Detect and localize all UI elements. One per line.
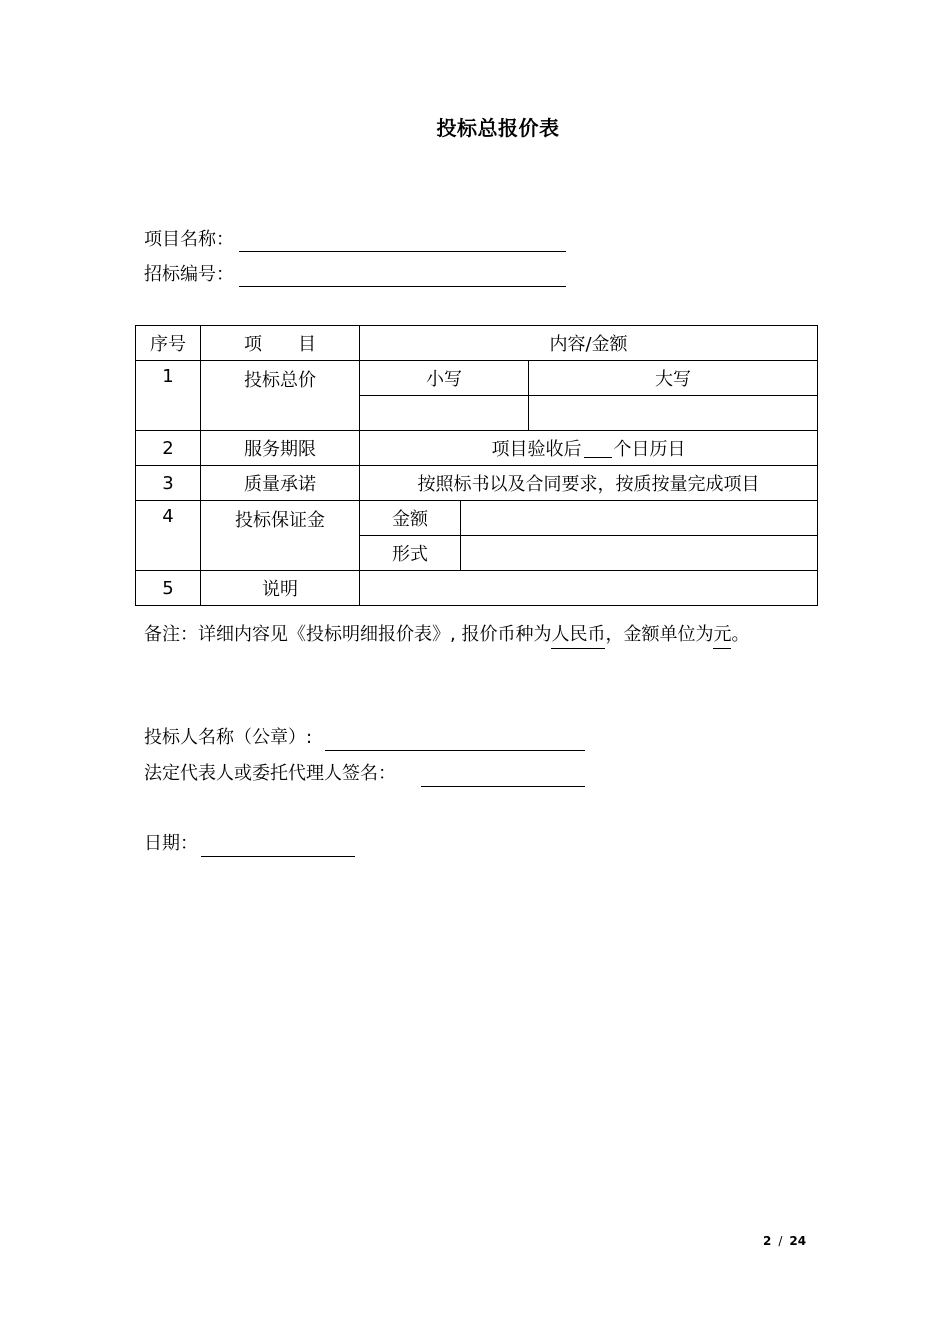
deposit-form-label: 形式 xyxy=(360,536,461,571)
note-suffix: 。 xyxy=(731,624,750,645)
deposit-amount-cell[interactable] xyxy=(461,501,818,536)
table-row xyxy=(136,431,818,466)
header-item: 项 目 xyxy=(201,326,360,361)
note-line xyxy=(144,620,749,646)
row-no: 3 xyxy=(136,466,201,501)
quote-table xyxy=(135,325,818,606)
lower-case-label: 小写 xyxy=(360,361,529,396)
row-item: 说明 xyxy=(201,571,360,606)
project-name-blank[interactable] xyxy=(239,251,566,252)
table-row xyxy=(136,571,818,606)
row-item: 质量承诺 xyxy=(201,466,360,501)
bidder-name-label: 投标人名称（公章）: xyxy=(144,727,313,748)
bidder-name-blank[interactable] xyxy=(325,750,585,751)
service-period-cell xyxy=(360,431,818,466)
header-content: 内容/金额 xyxy=(360,326,818,361)
lower-case-value-cell[interactable] xyxy=(360,396,529,431)
row-item: 投标总价 xyxy=(201,361,360,431)
deposit-form-cell[interactable] xyxy=(461,536,818,571)
representative-signature-blank[interactable] xyxy=(421,786,585,787)
tender-number-label: 招标编号： xyxy=(144,264,234,285)
page-number xyxy=(763,1234,806,1248)
row-no: 2 xyxy=(136,431,201,466)
tender-number-blank[interactable] xyxy=(239,286,566,287)
representative-label: 法定代表人或委托代理人签名： xyxy=(144,763,396,784)
service-period-after: 个日历日 xyxy=(613,439,686,460)
row-no: 4 xyxy=(136,501,201,571)
service-days-blank[interactable] xyxy=(584,439,612,458)
note-currency: 人民币 xyxy=(551,624,605,649)
row-item: 服务期限 xyxy=(201,431,360,466)
remarks-cell[interactable] xyxy=(360,571,818,606)
deposit-amount-label: 金额 xyxy=(360,501,461,536)
date-blank[interactable] xyxy=(201,856,355,857)
upper-case-label: 大写 xyxy=(529,361,818,396)
row-no: 1 xyxy=(136,361,201,431)
project-name-label: 项目名称： xyxy=(144,229,234,250)
quality-commitment-cell: 按照标书以及合同要求，按质按量完成项目 xyxy=(360,466,818,501)
header-no: 序号 xyxy=(136,326,201,361)
note-unit: 元 xyxy=(713,624,731,649)
page-current: 2 xyxy=(763,1234,772,1248)
note-middle: ，金额单位为 xyxy=(605,624,714,645)
table-row xyxy=(136,501,818,536)
note-prefix: 备注：详细内容见《投标明细报价表》, 报价币种为 xyxy=(144,624,552,645)
upper-case-value-cell[interactable] xyxy=(529,396,818,431)
table-row xyxy=(136,361,818,396)
table-row xyxy=(136,466,818,501)
page-title: 投标总报价表 xyxy=(436,116,560,140)
page-total: 24 xyxy=(789,1234,807,1248)
service-period-before: 项目验收后 xyxy=(491,439,582,460)
row-item: 投标保证金 xyxy=(201,501,360,571)
date-label: 日期： xyxy=(144,833,198,854)
row-no: 5 xyxy=(136,571,201,606)
table-header-row xyxy=(136,326,818,361)
page-separator: / xyxy=(778,1234,783,1248)
